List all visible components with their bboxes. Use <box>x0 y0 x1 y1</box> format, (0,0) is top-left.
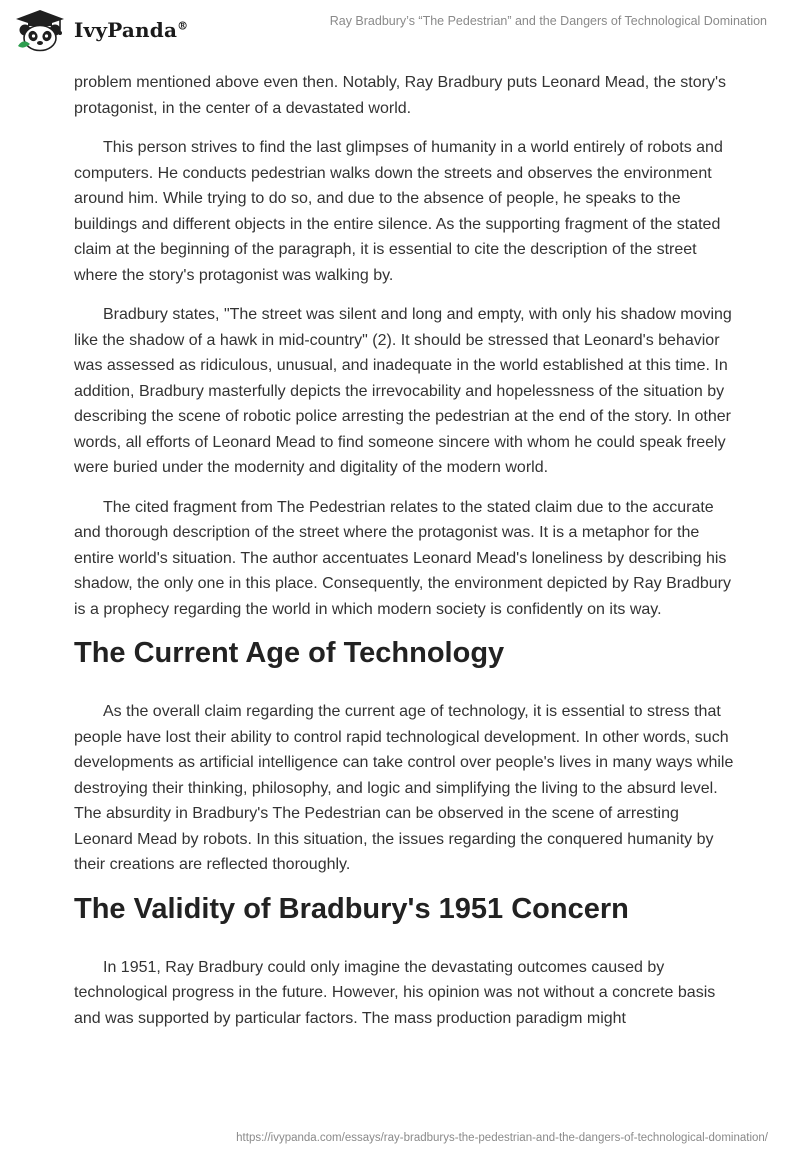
page-header <box>0 0 800 64</box>
document-title: Ray Bradbury’s “The Pedestrian” and the Dangers of Technological Domination <box>329 14 767 28</box>
paragraph: This person strives to find the last glimpses of humanity in a world entirely of robots and computers. He conducts pedestrian walks down the streets and observes the environment around him. While trying to do so, and due to the absence of people, he speaks to the buildings and different objects in the entire silence. As the supporting fragment of the stated claim at the beginning of the paragraph, it is essential to cite the description of the street where the story's protagonist was walking by. <box>74 139 723 284</box>
ivypanda-logo[interactable] <box>14 8 188 52</box>
section-heading-validity: The Validity of Bradbury's 1951 Concern <box>74 892 629 925</box>
section-heading-current-age: The Current Age of Technology <box>74 637 505 669</box>
panda-graduate-icon <box>14 8 66 52</box>
paragraph: Bradbury states, "The street was silent and long and empty, with only his shadow moving like the shadow of a hawk in mid-country" (2). It should be stressed that Leonard's behavior was assessed as ridiculous, unusual, and inadequate in the world established at this time. In addition, Bradbury masterfully depicts the irrevocability and hopelessness of the situation by describing the scene of robotic police arresting the pedestrian at the end of the story. In other words, all efforts of Leonard Mead to find someone sincere with whom he could speak freely were buried under the modernity and digitality of the modern world. <box>74 306 732 476</box>
paragraph-continued: problem mentioned above even then. Notably, Ray Bradbury puts Leonard Mead, the story's protagonist, in the center of a devastated world. <box>74 74 727 117</box>
brand-name-text: IvyPanda <box>74 18 178 42</box>
source-url[interactable]: https://ivypanda.com/essays/ray-bradburys-the-pedestrian-and-the-dangers-of-technological-domination/ <box>236 1132 768 1144</box>
registered-mark: ® <box>177 19 189 33</box>
paragraph: The cited fragment from The Pedestrian relates to the stated claim due to the accurate and thorough description of the street where the protagonist was. It is a metaphor for the entire world's situation. The author accentuates Leonard Mead's loneliness by describing his shadow, the only one in this place. Consequently, the environment depicted by Ray Bradbury is a prophecy regarding the world in which modern society is confidently on its way. <box>74 498 731 618</box>
paragraph: As the overall claim regarding the current age of technology, it is essential to stress that people have lost their ability to control rapid technological development. In other words, such developments as artificial intelligence can take control over people's lives in many ways while destroying their thinking, philosophy, and logic and simplifying the living to the absurd level. The absurdity in Bradbury's The Pedestrian can be observed in the scene of arresting Leonard Mead by robots. In this situation, the issues regarding the conquered humanity by their creations are reflected thoroughly. <box>74 703 734 873</box>
essay-content <box>74 70 734 1045</box>
brand-name <box>74 18 188 42</box>
paragraph: In 1951, Ray Bradbury could only imagine the devastating outcomes caused by technological progress in the future. However, his opinion was not without a concrete basis and was supported by particular factors. The mass production paradigm might <box>74 958 716 1027</box>
